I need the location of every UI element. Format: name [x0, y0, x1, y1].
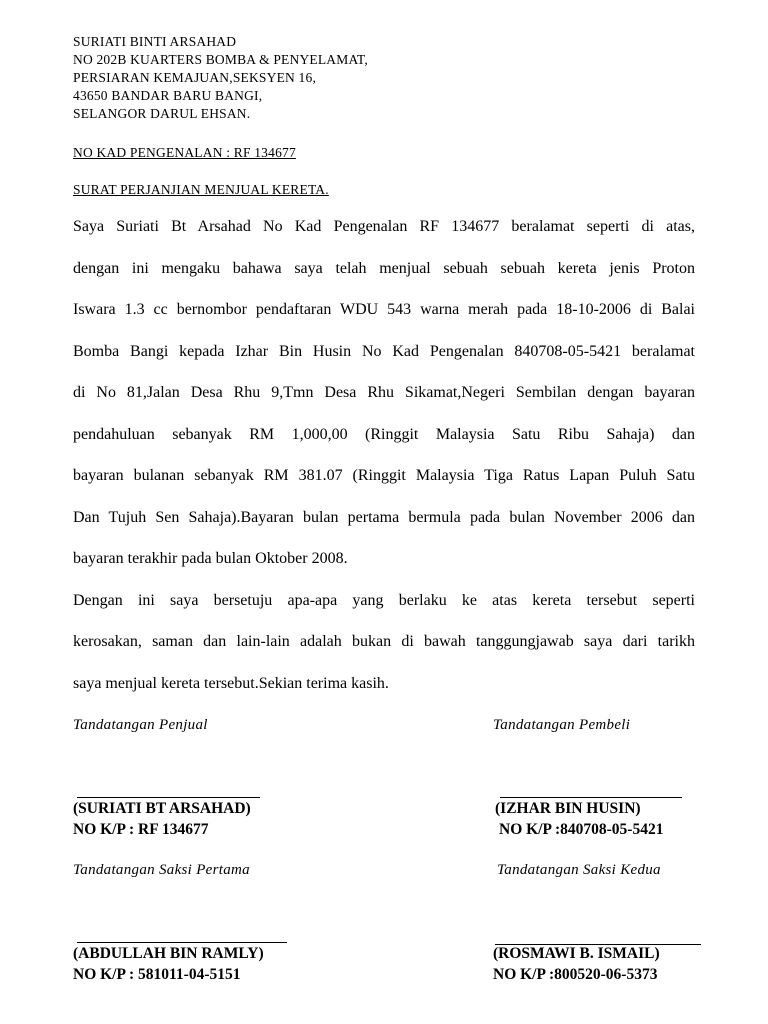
witness1-name: (ABDULLAH BIN RAMLY) — [73, 945, 264, 962]
body-line: bayaran bulanan sebanyak RM 381.07 (Ringgit Malaysia Tiga Ratus Lapan Puluh Satu — [73, 467, 695, 484]
ic-heading: NO KAD PENGENALAN : RF 134677 — [73, 145, 296, 160]
seller-signature-caption: Tandatangan Penjual — [73, 717, 208, 733]
witness2-name: (ROSMAWI B. ISMAIL) — [493, 945, 660, 962]
body-line: pendahuluan sebanyak RM 1,000,00 (Ringgit Malaysia Satu Ribu Sahaja) dan — [73, 426, 695, 443]
seller-name: (SURIATI BT ARSAHAD) — [73, 800, 251, 817]
address-line-2: PERSIARAN KEMAJUAN,SEKSYEN 16, — [73, 70, 317, 85]
buyer-signature-line — [500, 797, 682, 798]
address-line-4: SELANGOR DARUL EHSAN. — [73, 106, 251, 121]
body-line: kerosakan, saman dan lain-lain adalah bukan di bawah tanggungjawab saya dari tarikh — [73, 633, 695, 650]
seller-ic: NO K/P : RF 134677 — [73, 821, 209, 838]
witness1-signature-line — [77, 942, 287, 943]
witness2-ic: NO K/P :800520-06-5373 — [493, 966, 658, 983]
sender-address — [73, 33, 368, 123]
body-line: Iswara 1.3 cc bernombor pendaftaran WDU 543 warna merah pada 18-10-2006 di Balai — [73, 301, 695, 318]
witness2-signature-caption: Tandatangan Saksi Kedua — [497, 862, 661, 878]
buyer-ic: NO K/P :840708-05-5421 — [499, 821, 664, 838]
address-line-1: NO 202B KUARTERS BOMBA & PENYELAMAT, — [73, 52, 368, 67]
body-line: Dengan ini saya bersetuju apa-apa yang berlaku ke atas kereta tersebut seperti — [73, 592, 695, 609]
witness1-signature-caption: Tandatangan Saksi Pertama — [73, 862, 250, 878]
address-line-3: 43650 BANDAR BARU BANGI, — [73, 88, 263, 103]
body-line: saya menjual kereta tersebut.Sekian terima kasih. — [73, 675, 389, 692]
buyer-name: (IZHAR BIN HUSIN) — [495, 800, 641, 817]
body-line: Saya Suriati Bt Arsahad No Kad Pengenalan RF 134677 beralamat seperti di atas, — [73, 218, 695, 235]
buyer-signature-caption: Tandatangan Pembeli — [493, 717, 631, 733]
body-line: Bomba Bangi kepada Izhar Bin Husin No Kad Pengenalan 840708-05-5421 beralamat — [73, 343, 695, 360]
body-line: dengan ini mengaku bahawa saya telah menjual sebuah sebuah kereta jenis Proton — [73, 260, 695, 277]
body-line: Dan Tujuh Sen Sahaja).Bayaran bulan pertama bermula pada bulan November 2006 dan — [73, 509, 695, 526]
witness1-ic: NO K/P : 581011-04-5151 — [73, 966, 241, 983]
seller-signature-line — [77, 797, 260, 798]
body-line: di No 81,Jalan Desa Rhu 9,Tmn Desa Rhu Sikamat,Negeri Sembilan dengan bayaran — [73, 384, 695, 401]
sender-name: SURIATI BINTI ARSAHAD — [73, 34, 237, 49]
body-line: bayaran terakhir pada bulan Oktober 2008. — [73, 550, 348, 567]
letter-title: SURAT PERJANJIAN MENJUAL KERETA. — [73, 182, 329, 197]
